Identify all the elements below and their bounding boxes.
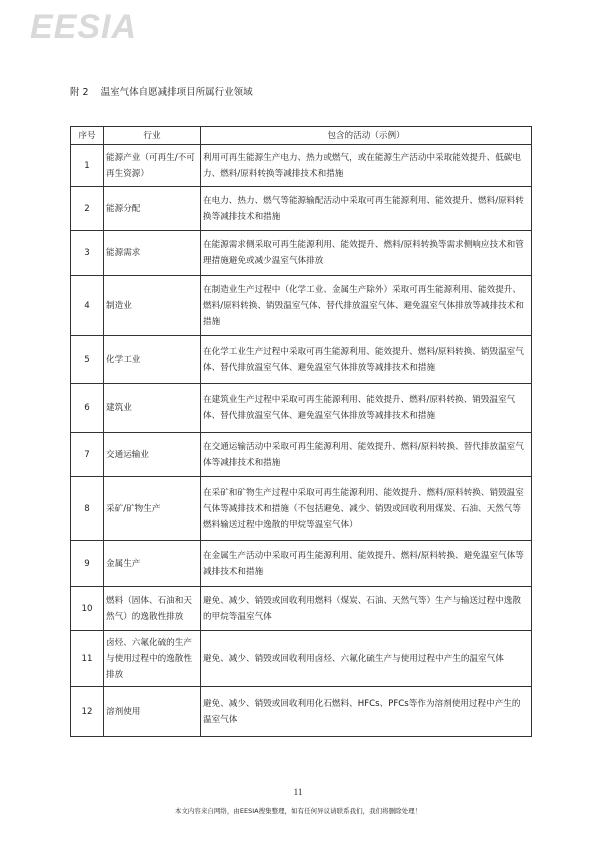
row-activity: 在采矿和矿物生产过程中采取可再生能源利用、能效提升、燃料/原料转换、销毁温室气体等减排技术和措施（不包括避免、减少、销毁或回收利用煤炭、石油、天然气等燃料输送过程中逸散的甲烷等温室气体） (201, 477, 532, 541)
row-number: 3 (71, 231, 104, 276)
table-row (71, 336, 532, 384)
row-number: 1 (71, 145, 104, 187)
table-row (71, 587, 532, 631)
row-activity: 在制造业生产过程中（化学工业、金属生产除外）采取可再生能源利用、能效提升、燃料/原料转换、销毁温室气体、替代排放温室气体、避免温室气体排放等减排技术和措施 (201, 276, 532, 336)
row-number: 9 (71, 541, 104, 587)
footer-disclaimer: 本文内容来自网络，由EESIA搜集整理，如有任何异议请联系我们，我们将删除处理！ (174, 807, 422, 815)
table-caption (70, 84, 265, 98)
row-number: 7 (71, 433, 104, 477)
table-row (71, 631, 532, 687)
row-number: 11 (71, 631, 104, 687)
row-number: 5 (71, 336, 104, 384)
row-number: 6 (71, 384, 104, 433)
row-activity: 在交通运输活动中采取可再生能源利用、能效提升、燃料/原料转换、替代排放温室气体等减排技术和措施 (201, 433, 532, 477)
row-sector: 能源产业（可再生/不可再生资源） (104, 145, 201, 187)
row-sector: 燃料（固体、石油和天然气）的逸散性排放 (104, 587, 201, 631)
sector-table (70, 126, 532, 737)
row-number: 4 (71, 276, 104, 336)
row-sector: 金属生产 (104, 541, 201, 587)
row-activity: 在建筑业生产过程中采取可再生能源利用、能效提升、燃料/原料转换、销毁温室气体、替代排放温室气体、避免温室气体排放等减排技术和措施 (201, 384, 532, 433)
row-number: 2 (71, 187, 104, 231)
table-row (71, 187, 532, 231)
table-row (71, 231, 532, 276)
appendix-label: 附 2 (70, 87, 89, 98)
table-row (71, 541, 532, 587)
row-sector: 采矿/矿物生产 (104, 477, 201, 541)
row-sector: 能源需求 (104, 231, 201, 276)
row-activity: 在电力、热力、燃气等能源输配活动中采取可再生能源利用、能效提升、燃料/原料转换等减排技术和措施 (201, 187, 532, 231)
table-row (71, 276, 532, 336)
row-sector: 化学工业 (104, 336, 201, 384)
row-sector: 制造业 (104, 276, 201, 336)
row-activity: 利用可再生能源生产电力、热力或燃气，或在能源生产活动中采取能效提升、低碳电力、燃料/原料转换等减排技术和措施 (201, 145, 532, 187)
row-number: 10 (71, 587, 104, 631)
row-sector: 能源分配 (104, 187, 201, 231)
row-sector: 交通运输业 (104, 433, 201, 477)
row-activity: 在化学工业生产过程中采取可再生能源利用、能效提升、燃料/原料转换、销毁温室气体、替代排放温室气体、避免温室气体排放等减排技术和措施 (201, 336, 532, 384)
row-sector: 建筑业 (104, 384, 201, 433)
row-sector: 卤烃、六氟化硫的生产与使用过程中的逸散性排放 (104, 631, 201, 687)
header-sector: 行业 (104, 127, 201, 145)
eesia-logo: EESIA (30, 8, 138, 46)
table-row (71, 687, 532, 737)
row-activity: 避免、减少、销毁或回收利用化石燃料、HFCs、PFCs等作为溶剂使用过程中产生的温室气体 (201, 687, 532, 737)
table-row (71, 477, 532, 541)
header-number: 序号 (71, 127, 104, 145)
page-number: 11 (293, 787, 303, 797)
row-activity: 避免、减少、销毁或回收利用卤烃、六氟化硫生产与使用过程中产生的温室气体 (201, 631, 532, 687)
caption-title: 温室气体自愿减排项目所属行业领域 (100, 87, 253, 98)
table-row (71, 145, 532, 187)
table-header-row (71, 127, 532, 145)
header-activity: 包含的活动（示例） (201, 127, 532, 145)
table-row (71, 384, 532, 433)
row-sector: 溶剂使用 (104, 687, 201, 737)
row-activity: 在金属生产活动中采取可再生能源利用、能效提升、燃料/原料转换、避免温室气体等减排技术和措施 (201, 541, 532, 587)
row-number: 8 (71, 477, 104, 541)
row-activity: 在能源需求侧采取可再生能源利用、能效提升、燃料/原料转换等需求侧响应技术和管理措施避免或减少温室气体排放 (201, 231, 532, 276)
row-activity: 避免、减少、销毁或回收利用燃料（煤炭、石油、天然气等）生产与输送过程中逸散的甲烷等温室气体 (201, 587, 532, 631)
row-number: 12 (71, 687, 104, 737)
table-row (71, 433, 532, 477)
